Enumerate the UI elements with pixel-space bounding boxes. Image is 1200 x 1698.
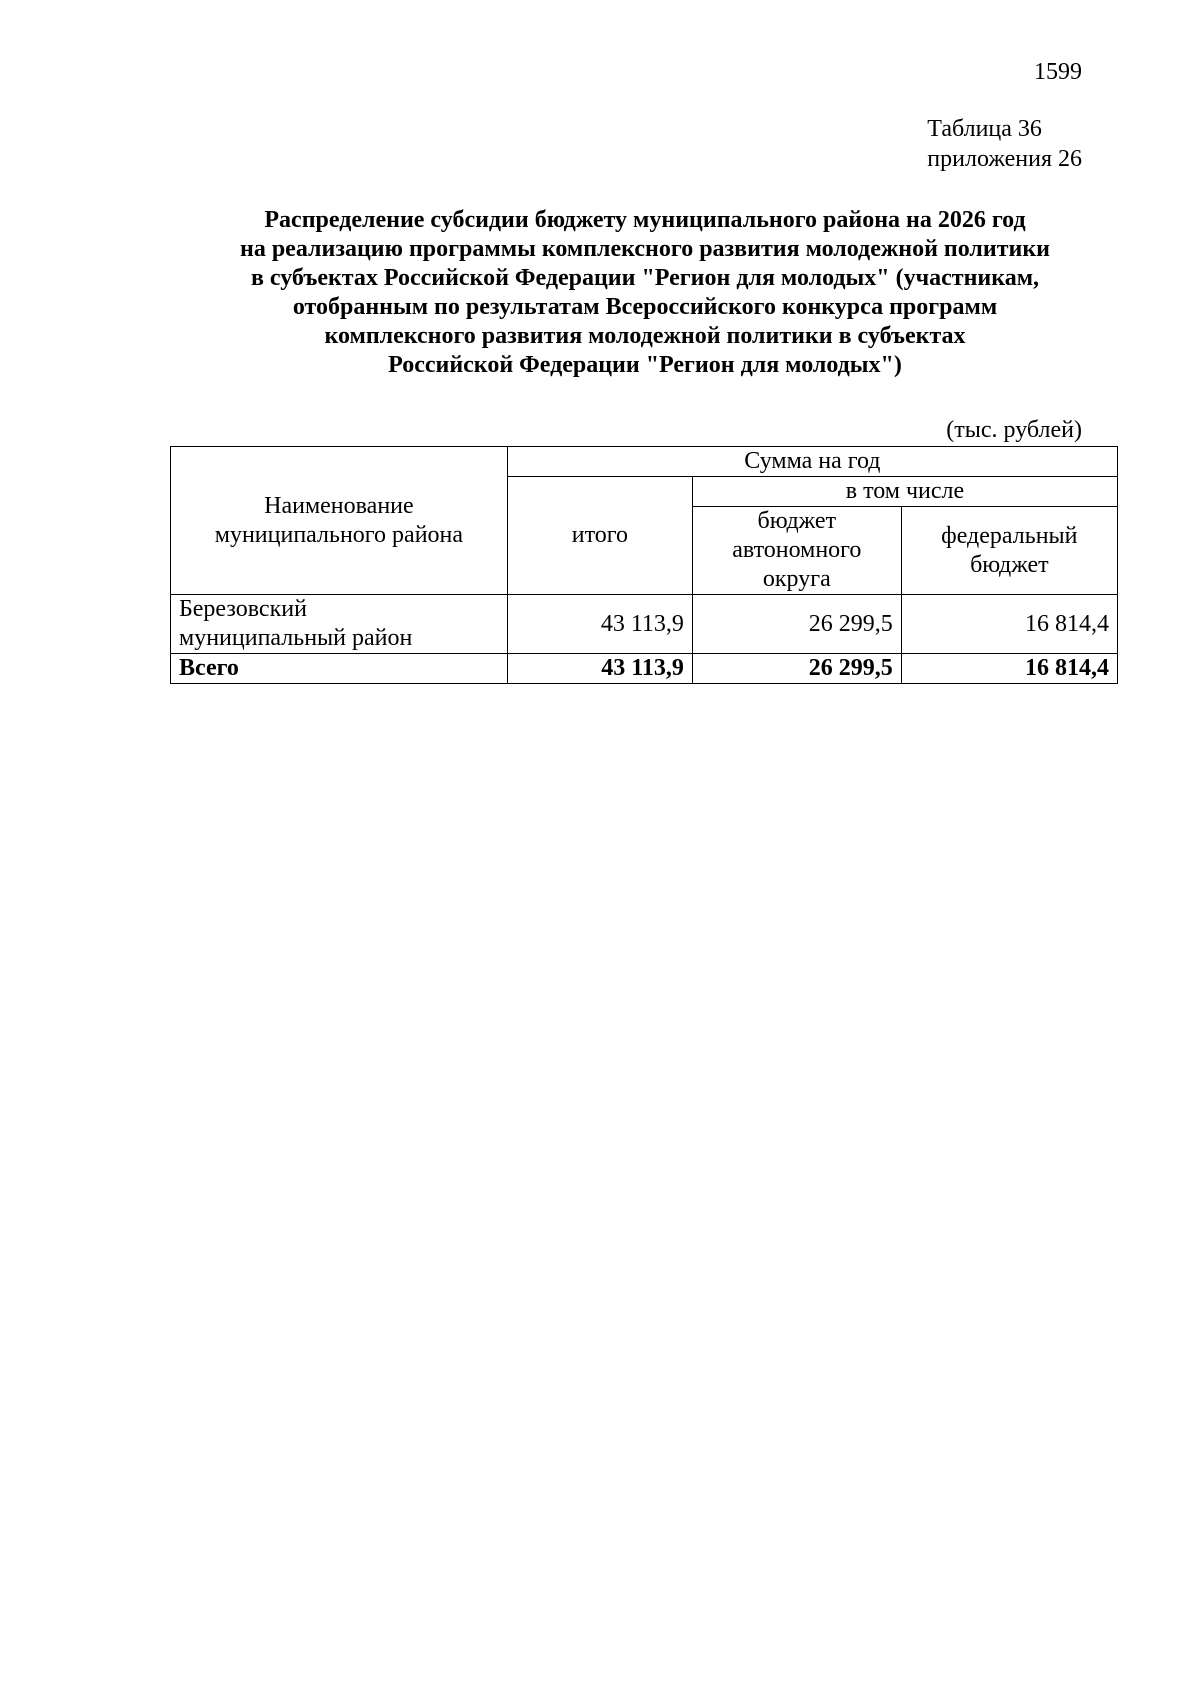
header-federal-line: федеральный <box>941 522 1078 549</box>
subsidy-table <box>170 446 1118 684</box>
total-row-federal-budget: 16 814,4 <box>901 654 1117 684</box>
header-ao-line: автономного <box>732 537 862 563</box>
header-total-column: итого <box>507 477 692 595</box>
header-federal-line: бюджет <box>970 551 1049 578</box>
table-total-row <box>171 654 1118 684</box>
title-line: в субъектах Российской Федерации "Регион для молодых" (участникам, <box>250 265 1040 291</box>
title-line: на реализацию программы комплексного развития молодежной политики <box>240 236 1050 262</box>
header-including-group: в том числе <box>692 477 1117 507</box>
title-line: комплексного развития молодежной политики в субъектах <box>324 323 966 349</box>
page-number: 1599 <box>1034 59 1082 85</box>
header-ao-line: бюджет <box>757 508 837 534</box>
table-row <box>171 595 1118 654</box>
title-line: отобранным по результатам Всероссийского конкурса программ <box>292 294 998 320</box>
table-reference-line-1: Таблица 36 <box>927 116 1042 142</box>
header-name-line: муниципального района <box>214 521 464 548</box>
table-reference-line-2: приложения 26 <box>927 146 1082 172</box>
row-ao-budget-cell: 26 299,5 <box>692 595 901 654</box>
header-federal-budget-column <box>901 507 1117 595</box>
header-ao-line: округа <box>762 566 831 592</box>
title-line: Распределение субсидии бюджету муниципального района на 2026 год <box>264 207 1026 233</box>
document-title <box>170 206 1120 380</box>
header-name-line: Наименование <box>264 492 414 519</box>
title-line: Российской Федерации "Регион для молодых") <box>388 352 902 378</box>
table-reference <box>927 114 1082 174</box>
row-federal-budget-cell: 16 814,4 <box>901 595 1117 654</box>
header-name-column <box>171 447 508 595</box>
total-row-ao-budget: 26 299,5 <box>692 654 901 684</box>
total-row-total: 43 113,9 <box>507 654 692 684</box>
row-total-cell: 43 113,9 <box>507 595 692 654</box>
row-name-line: муниципальный район <box>179 625 413 651</box>
header-sum-group: Сумма на год <box>507 447 1117 477</box>
unit-note: (тыс. рублей) <box>946 417 1082 443</box>
header-ao-budget-column <box>692 507 901 595</box>
row-name-line: Березовский <box>179 596 307 622</box>
total-row-label: Всего <box>171 654 508 684</box>
row-name-cell <box>171 595 508 654</box>
